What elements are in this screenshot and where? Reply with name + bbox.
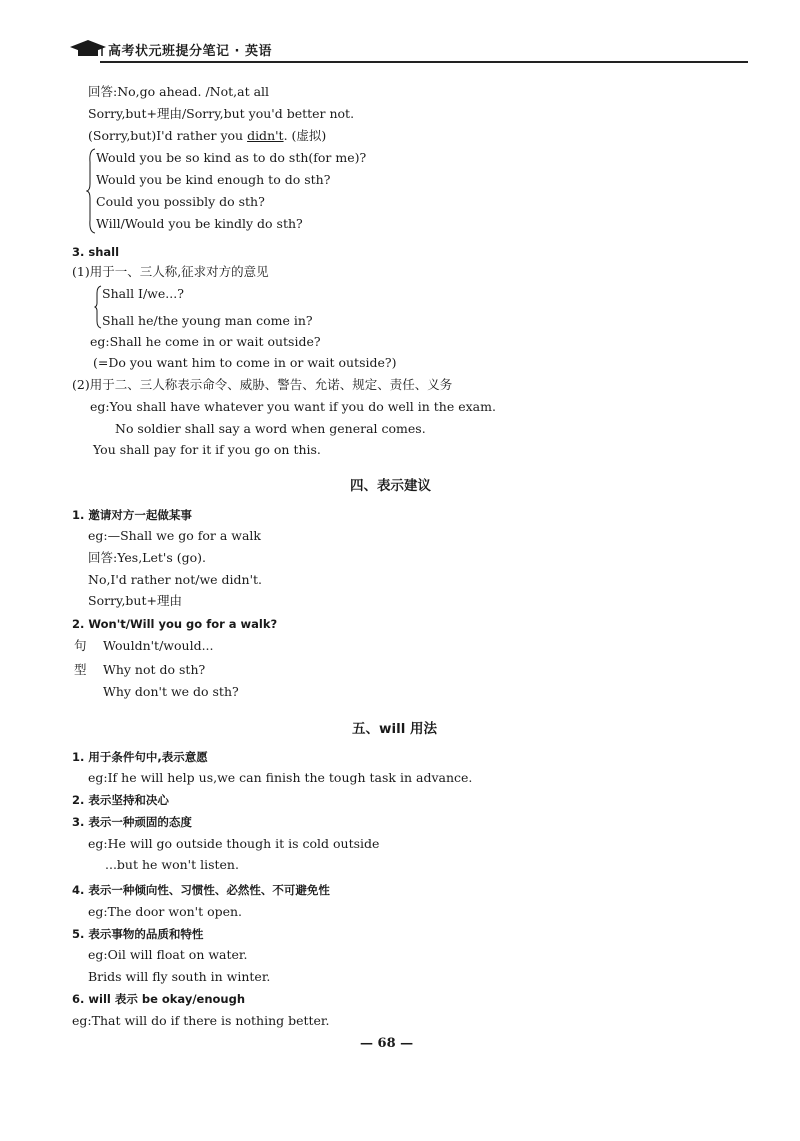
- text-line: (2)用于二、三人称表示命令、威胁、警告、允诺、规定、责任、义务: [72, 377, 453, 392]
- text-line: No soldier shall say a word when general comes.: [115, 421, 426, 436]
- left-brace-icon: [94, 285, 102, 329]
- subheading: 3. 表示一种顽固的态度: [72, 815, 192, 829]
- text-line: Brids will fly south in winter.: [88, 969, 271, 984]
- text-line: eg:The door won't open.: [88, 904, 243, 919]
- text-line: eg:If he will help us,we can finish the tough task in advance.: [88, 770, 473, 785]
- text-line: No,I'd rather not/we didn't.: [88, 572, 262, 587]
- subheading: 5. 表示事物的品质和特性: [72, 927, 204, 941]
- subheading: 3. shall: [72, 245, 120, 259]
- text-line: Will/Would you be kindly do sth?: [96, 216, 303, 231]
- underlined-text: didn't: [247, 128, 284, 143]
- side-label: 型: [74, 662, 87, 677]
- subheading: 6. will 表示 be okay/enough: [72, 992, 246, 1006]
- text-line: Why don't we do sth?: [103, 684, 239, 699]
- subheading: 1. 邀请对方一起做某事: [72, 508, 192, 522]
- text-line: Wouldn't/would...: [103, 638, 214, 653]
- text-line: eg:You shall have whatever you want if you do well in the exam.: [90, 399, 496, 414]
- text-line: eg:That will do if there is nothing better.: [72, 1013, 330, 1028]
- header-rule: [100, 61, 748, 63]
- page-number: — 68 —: [360, 1036, 414, 1051]
- text-line: eg:Shall he come in or wait outside?: [90, 334, 321, 349]
- text-line: ...but he won't listen.: [105, 857, 239, 872]
- text-line: (1)用于一、三人称,征求对方的意见: [72, 264, 269, 279]
- text-line: Would you be kind enough to do sth?: [96, 172, 331, 187]
- text-line: Why not do sth?: [103, 662, 206, 677]
- text-line: Shall I/we...?: [102, 286, 184, 301]
- subheading: 2. Won't/Will you go for a walk?: [72, 617, 278, 631]
- text-line: Would you be so kind as to do sth(for me)?: [96, 150, 367, 165]
- subheading: 2. 表示坚持和决心: [72, 793, 169, 807]
- text-line: Shall he/the young man come in?: [102, 313, 313, 328]
- page-header: [68, 36, 748, 66]
- text-line: eg:—Shall we go for a walk: [88, 528, 261, 543]
- text-line: 回答:No,go ahead. /Not,at all: [88, 84, 270, 99]
- text-line: [88, 128, 326, 144]
- text-line: Sorry,but+理由/Sorry,but you'd better not.: [88, 106, 355, 121]
- section-title: 五、will 用法: [352, 721, 438, 737]
- graduation-cap-icon: [68, 38, 108, 60]
- header-title: 高考状元班提分笔记 · 英语: [108, 44, 272, 59]
- text-line: Sorry,but+理由: [88, 593, 182, 608]
- left-brace-icon: [86, 148, 96, 234]
- text-line: You shall pay for it if you go on this.: [93, 442, 321, 457]
- text-line: 回答:Yes,Let's (go).: [88, 550, 206, 565]
- text-line: eg:He will go outside though it is cold outside: [88, 836, 380, 851]
- side-label: 句: [74, 638, 87, 653]
- subheading: 4. 表示一种倾向性、习惯性、必然性、不可避免性: [72, 883, 330, 897]
- text-line: eg:Oil will float on water.: [88, 947, 248, 962]
- text-span: (Sorry,but)I'd rather you: [88, 128, 248, 143]
- section-title: 四、表示建议: [350, 478, 431, 494]
- text-line: Could you possibly do sth?: [96, 194, 265, 209]
- text-line: (=Do you want him to come in or wait outside?): [93, 355, 397, 370]
- subheading: 1. 用于条件句中,表示意愿: [72, 750, 208, 764]
- text-span: . (虚拟): [283, 128, 327, 143]
